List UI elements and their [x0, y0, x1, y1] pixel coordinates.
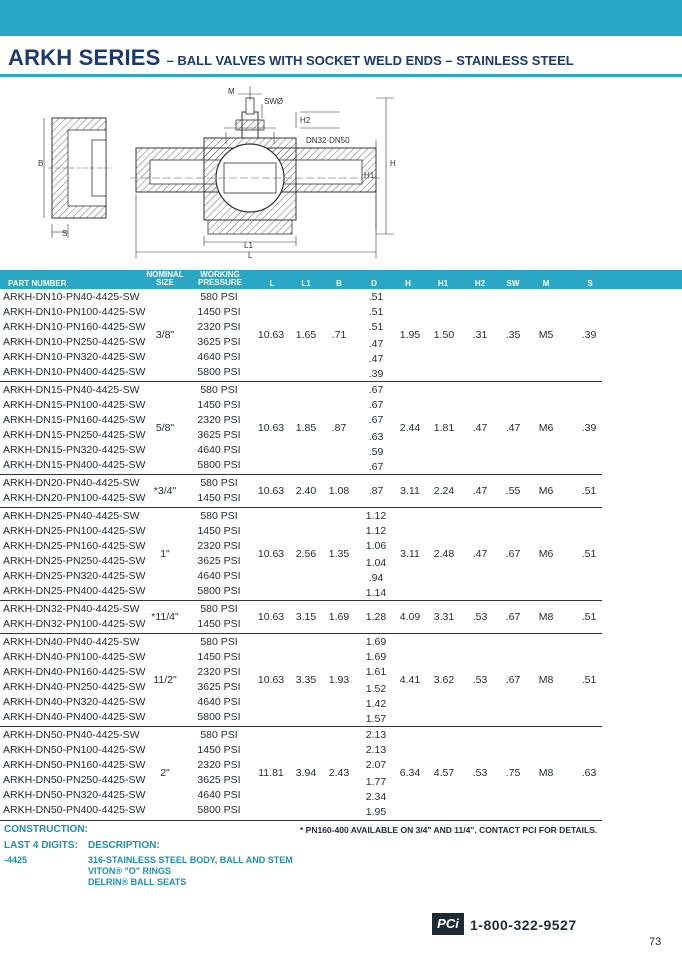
part-number-cell: ARKH-DN40-PN400-4425-SW — [3, 711, 146, 723]
sw-cell: .35 — [505, 328, 521, 341]
group-separator — [0, 600, 602, 601]
label-b: B — [38, 159, 44, 168]
part-number-cell: ARKH-DN50-PN40-4425-SW — [3, 729, 140, 741]
part-number-cell: ARKH-DN20-PN40-4425-SW — [3, 477, 140, 489]
m-cell: M8 — [538, 610, 554, 623]
d-cell: .67 — [368, 399, 384, 411]
h1-cell: 3.62 — [433, 673, 455, 686]
part-number-cell: ARKH-DN20-PN100-4425-SW — [3, 492, 146, 504]
d-cell: 2.34 — [365, 791, 387, 803]
h1-cell: 1.81 — [433, 421, 455, 434]
part-number-cell: ARKH-DN50-PN160-4425-SW — [3, 759, 146, 771]
h2-cell: .31 — [472, 328, 488, 341]
part-number-cell: ARKH-DN40-PN320-4425-SW — [3, 696, 146, 708]
pressure-cell: 2320 PSI — [197, 759, 241, 771]
l1-cell: 3.15 — [295, 610, 317, 623]
col-h1: H1 — [437, 279, 449, 288]
m-cell: M6 — [538, 421, 554, 434]
d-cell: 1.61 — [365, 666, 387, 678]
title-rule — [0, 74, 682, 77]
sw-cell: .55 — [505, 484, 521, 497]
pressure-cell: 580 PSI — [200, 291, 238, 303]
part-number-cell: ARKH-DN40-PN160-4425-SW — [3, 666, 146, 678]
pressure-cell: 2320 PSI — [197, 540, 241, 552]
part-number-cell: ARKH-DN50-PN320-4425-SW — [3, 789, 146, 801]
series-subtitle: – BALL VALVES WITH SOCKET WELD ENDS – STAINLESS STEEL — [166, 53, 574, 68]
part-number-cell: ARKH-DN32-PN100-4425-SW — [3, 618, 146, 630]
nominal-size-cell: 1" — [160, 547, 170, 560]
sw-cell: .75 — [505, 766, 521, 779]
label-l1: L1 — [244, 241, 253, 250]
sw-cell: .67 — [505, 610, 521, 623]
h-cell: 4.41 — [399, 673, 421, 686]
s-cell: .51 — [581, 484, 597, 497]
b-cell: 1.93 — [328, 673, 350, 686]
pressure-cell: 1450 PSI — [197, 492, 241, 504]
page-title — [8, 45, 574, 71]
l1-cell: 1.65 — [295, 328, 317, 341]
pressure-cell: 580 PSI — [200, 603, 238, 615]
h-cell: 2.44 — [399, 421, 421, 434]
s-cell: .39 — [581, 328, 597, 341]
part-number-cell: ARKH-DN25-PN250-4425-SW — [3, 555, 146, 567]
group-separator — [0, 474, 602, 475]
d-cell: 1.77 — [365, 776, 387, 788]
l1-cell: 3.94 — [295, 766, 317, 779]
l-cell: 10.63 — [257, 328, 285, 341]
h1-cell: 1.50 — [433, 328, 455, 341]
part-number-cell: ARKH-DN40-PN40-4425-SW — [3, 636, 140, 648]
m-cell: M6 — [538, 484, 554, 497]
pressure-cell: 3625 PSI — [197, 555, 241, 567]
part-number-cell: ARKH-DN32-PN40-4425-SW — [3, 603, 140, 615]
pressure-cell: 5800 PSI — [197, 366, 241, 378]
h-cell: 6.34 — [399, 766, 421, 779]
h2-cell: .47 — [472, 547, 488, 560]
d-cell: 1.69 — [365, 651, 387, 663]
part-number-cell: ARKH-DN25-PN400-4425-SW — [3, 585, 146, 597]
pressure-cell: 3625 PSI — [197, 774, 241, 786]
d-cell: .47 — [368, 338, 384, 350]
table-bottom-rule — [0, 820, 602, 821]
description-line-1: 316-STAINLESS STEEL BODY, BALL AND STEM — [88, 855, 293, 865]
last-digits-label: LAST 4 DIGITS: — [4, 840, 78, 851]
part-number-cell: ARKH-DN10-PN400-4425-SW — [3, 366, 146, 378]
group-separator — [0, 726, 602, 727]
col-part-number: PART NUMBER — [8, 279, 67, 288]
col-m: M — [542, 279, 550, 288]
d-cell: 1.12 — [365, 510, 387, 522]
col-sw: SW — [506, 279, 520, 288]
part-number-cell: ARKH-DN50-PN400-4425-SW — [3, 804, 146, 816]
s-cell: .39 — [581, 421, 597, 434]
l1-cell: 2.56 — [295, 547, 317, 560]
d-cell: 1.12 — [365, 525, 387, 537]
h1-cell: 4.57 — [433, 766, 455, 779]
pressure-cell: 4640 PSI — [197, 696, 241, 708]
l1-cell: 3.35 — [295, 673, 317, 686]
sw-cell: .47 — [505, 421, 521, 434]
b-cell: 2.43 — [328, 766, 350, 779]
d-cell: 1.06 — [365, 540, 387, 552]
nominal-size-cell: *3/4" — [153, 484, 177, 497]
h1-cell: 3.31 — [433, 610, 455, 623]
pressure-cell: 1450 PSI — [197, 618, 241, 630]
label-l: L — [248, 251, 253, 260]
col-s: S — [587, 279, 593, 288]
description-label: DESCRIPTION: — [88, 840, 160, 851]
part-number-cell: ARKH-DN10-PN320-4425-SW — [3, 351, 146, 363]
sw-cell: .67 — [505, 673, 521, 686]
pressure-cell: 580 PSI — [200, 384, 238, 396]
part-number-cell: ARKH-DN15-PN400-4425-SW — [3, 459, 146, 471]
label-h2: H2 — [300, 116, 311, 125]
col-working-pressure: WORKING PRESSURE — [197, 270, 242, 287]
d-cell: .63 — [368, 431, 384, 443]
pressure-cell: 1450 PSI — [197, 525, 241, 537]
label-h: H — [390, 159, 396, 168]
l1-cell: 2.40 — [295, 484, 317, 497]
s-cell: .51 — [581, 547, 597, 560]
s-cell: .63 — [581, 766, 597, 779]
pressure-cell: 1450 PSI — [197, 399, 241, 411]
pressure-cell: 4640 PSI — [197, 444, 241, 456]
col-l1: L1 — [301, 279, 311, 288]
d-cell: .51 — [368, 306, 384, 318]
d-cell: 2.13 — [365, 729, 387, 741]
pressure-cell: 5800 PSI — [197, 585, 241, 597]
part-number-cell: ARKH-DN10-PN40-4425-SW — [3, 291, 140, 303]
sw-cell: .67 — [505, 547, 521, 560]
b-cell: .87 — [331, 421, 347, 434]
phone-number: 1-800-322-9527 — [470, 917, 577, 933]
d-cell: .67 — [368, 384, 384, 396]
pressure-cell: 580 PSI — [200, 636, 238, 648]
d-cell: 1.04 — [365, 557, 387, 569]
d-cell: .51 — [368, 291, 384, 303]
l1-cell: 1.85 — [295, 421, 317, 434]
d-cell: .67 — [368, 414, 384, 426]
l-cell: 10.63 — [257, 421, 285, 434]
h2-cell: .53 — [472, 673, 488, 686]
l-cell: 10.63 — [257, 673, 285, 686]
m-cell: M8 — [538, 673, 554, 686]
part-number-cell: ARKH-DN15-PN320-4425-SW — [3, 444, 146, 456]
h2-cell: .53 — [472, 766, 488, 779]
part-number-cell: ARKH-DN10-PN100-4425-SW — [3, 306, 146, 318]
socket-side-view — [44, 118, 112, 238]
l-cell: 10.63 — [257, 610, 285, 623]
material-code: -4425 — [4, 855, 28, 865]
pressure-cell: 3625 PSI — [197, 429, 241, 441]
pressure-cell: 3625 PSI — [197, 336, 241, 348]
part-number-cell: ARKH-DN40-PN100-4425-SW — [3, 651, 146, 663]
top-color-band — [0, 0, 682, 36]
d-cell: .47 — [368, 353, 384, 365]
pressure-cell: 5800 PSI — [197, 711, 241, 723]
pci-logo: PCi — [432, 913, 464, 935]
d-cell: .59 — [368, 446, 384, 458]
page-number: 73 — [649, 936, 662, 948]
pressure-cell: 4640 PSI — [197, 570, 241, 582]
m-cell: M8 — [538, 766, 554, 779]
group-separator — [0, 381, 602, 382]
d-cell: .87 — [368, 484, 384, 497]
h2-cell: .47 — [472, 421, 488, 434]
nominal-size-cell: 2" — [160, 766, 170, 779]
pressure-cell: 2320 PSI — [197, 666, 241, 678]
h-cell: 1.95 — [399, 328, 421, 341]
l-cell: 10.63 — [257, 547, 285, 560]
l-cell: 11.81 — [258, 766, 284, 779]
part-number-cell: ARKH-DN50-PN100-4425-SW — [3, 744, 146, 756]
label-dn: DN32-DN50 — [306, 136, 350, 145]
b-cell: 1.69 — [328, 610, 350, 623]
h1-cell: 2.48 — [433, 547, 455, 560]
d-cell: .39 — [368, 368, 384, 380]
d-cell: .51 — [368, 321, 384, 333]
s-cell: .51 — [581, 610, 597, 623]
h-cell: 3.11 — [400, 484, 420, 497]
m-cell: M6 — [538, 547, 554, 560]
pressure-cell: 580 PSI — [200, 477, 238, 489]
group-separator — [0, 507, 602, 508]
part-number-cell: ARKH-DN10-PN160-4425-SW — [3, 321, 146, 333]
pressure-cell: 1450 PSI — [197, 651, 241, 663]
d-cell: 2.13 — [365, 744, 387, 756]
description-line-2: VITON® "O" RINGS — [88, 866, 172, 876]
b-cell: .71 — [331, 328, 347, 341]
d-cell: 1.57 — [365, 713, 387, 725]
h2-cell: .53 — [472, 610, 488, 623]
d-cell: .67 — [368, 461, 384, 473]
valve-drawing — [0, 80, 682, 268]
pressure-cell: 4640 PSI — [197, 351, 241, 363]
d-cell: 1.14 — [365, 587, 387, 599]
col-nominal-size: NOMINAL SIZE — [146, 270, 184, 287]
group-separator — [0, 633, 602, 634]
pressure-cell: 580 PSI — [200, 729, 238, 741]
part-number-cell: ARKH-DN15-PN100-4425-SW — [3, 399, 146, 411]
pressure-cell: 5800 PSI — [197, 459, 241, 471]
d-cell: 1.28 — [365, 610, 387, 623]
part-number-cell: ARKH-DN40-PN250-4425-SW — [3, 681, 146, 693]
h1-cell: 2.24 — [433, 484, 455, 497]
part-number-cell: ARKH-DN15-PN160-4425-SW — [3, 414, 146, 426]
d-cell: 1.42 — [365, 698, 387, 710]
d-cell: 2.07 — [365, 759, 387, 771]
nominal-size-cell: *11/4" — [151, 610, 179, 623]
col-d: D — [371, 279, 377, 288]
valve-body — [130, 86, 394, 258]
h-cell: 3.11 — [400, 547, 420, 560]
h-cell: 4.09 — [399, 610, 421, 623]
construction-label: CONSTRUCTION: — [4, 824, 88, 835]
b-cell: 1.35 — [328, 547, 350, 560]
d-cell: 1.95 — [365, 806, 387, 818]
pressure-cell: 4640 PSI — [197, 789, 241, 801]
part-number-cell: ARKH-DN25-PN40-4425-SW — [3, 510, 140, 522]
description-line-3: DELRIN® BALL SEATS — [88, 877, 187, 887]
label-sw: SWØ — [264, 97, 284, 106]
label-m: M — [228, 87, 235, 96]
pressure-cell: 1450 PSI — [197, 306, 241, 318]
pressure-cell: 2320 PSI — [197, 414, 241, 426]
part-number-cell: ARKH-DN15-PN40-4425-SW — [3, 384, 140, 396]
part-number-cell: ARKH-DN15-PN250-4425-SW — [3, 429, 146, 441]
part-number-cell: ARKH-DN50-PN250-4425-SW — [3, 774, 146, 786]
col-h2: H2 — [474, 279, 486, 288]
d-cell: .94 — [368, 572, 384, 584]
part-number-cell: ARKH-DN25-PN160-4425-SW — [3, 540, 146, 552]
label-h1: H1 — [364, 171, 375, 180]
pressure-cell: 2320 PSI — [197, 321, 241, 333]
b-cell: 1.08 — [328, 484, 350, 497]
pressure-cell: 3625 PSI — [197, 681, 241, 693]
nominal-size-cell: 5/8" — [155, 421, 175, 434]
part-number-cell: ARKH-DN10-PN250-4425-SW — [3, 336, 146, 348]
d-cell: 1.69 — [365, 636, 387, 648]
pressure-cell: 1450 PSI — [197, 744, 241, 756]
nominal-size-cell: 3/8" — [155, 328, 175, 341]
pressure-cell: 5800 PSI — [197, 804, 241, 816]
availability-note: * PN160-400 AVAILABLE ON 3/4" AND 11/4". CONTACT PCI FOR DETAILS. — [300, 825, 598, 835]
pressure-cell: 580 PSI — [200, 510, 238, 522]
nominal-size-cell: 11/2" — [153, 673, 177, 686]
label-s: S — [62, 229, 68, 238]
col-b: B — [336, 279, 342, 288]
l-cell: 10.63 — [257, 484, 285, 497]
col-h: H — [405, 279, 411, 288]
series-name: ARKH SERIES — [8, 45, 161, 70]
m-cell: M5 — [538, 328, 554, 341]
part-number-cell: ARKH-DN25-PN100-4425-SW — [3, 525, 146, 537]
h2-cell: .47 — [472, 484, 488, 497]
s-cell: .51 — [581, 673, 597, 686]
col-l: L — [269, 279, 275, 288]
d-cell: 1.52 — [365, 683, 387, 695]
part-number-cell: ARKH-DN25-PN320-4425-SW — [3, 570, 146, 582]
